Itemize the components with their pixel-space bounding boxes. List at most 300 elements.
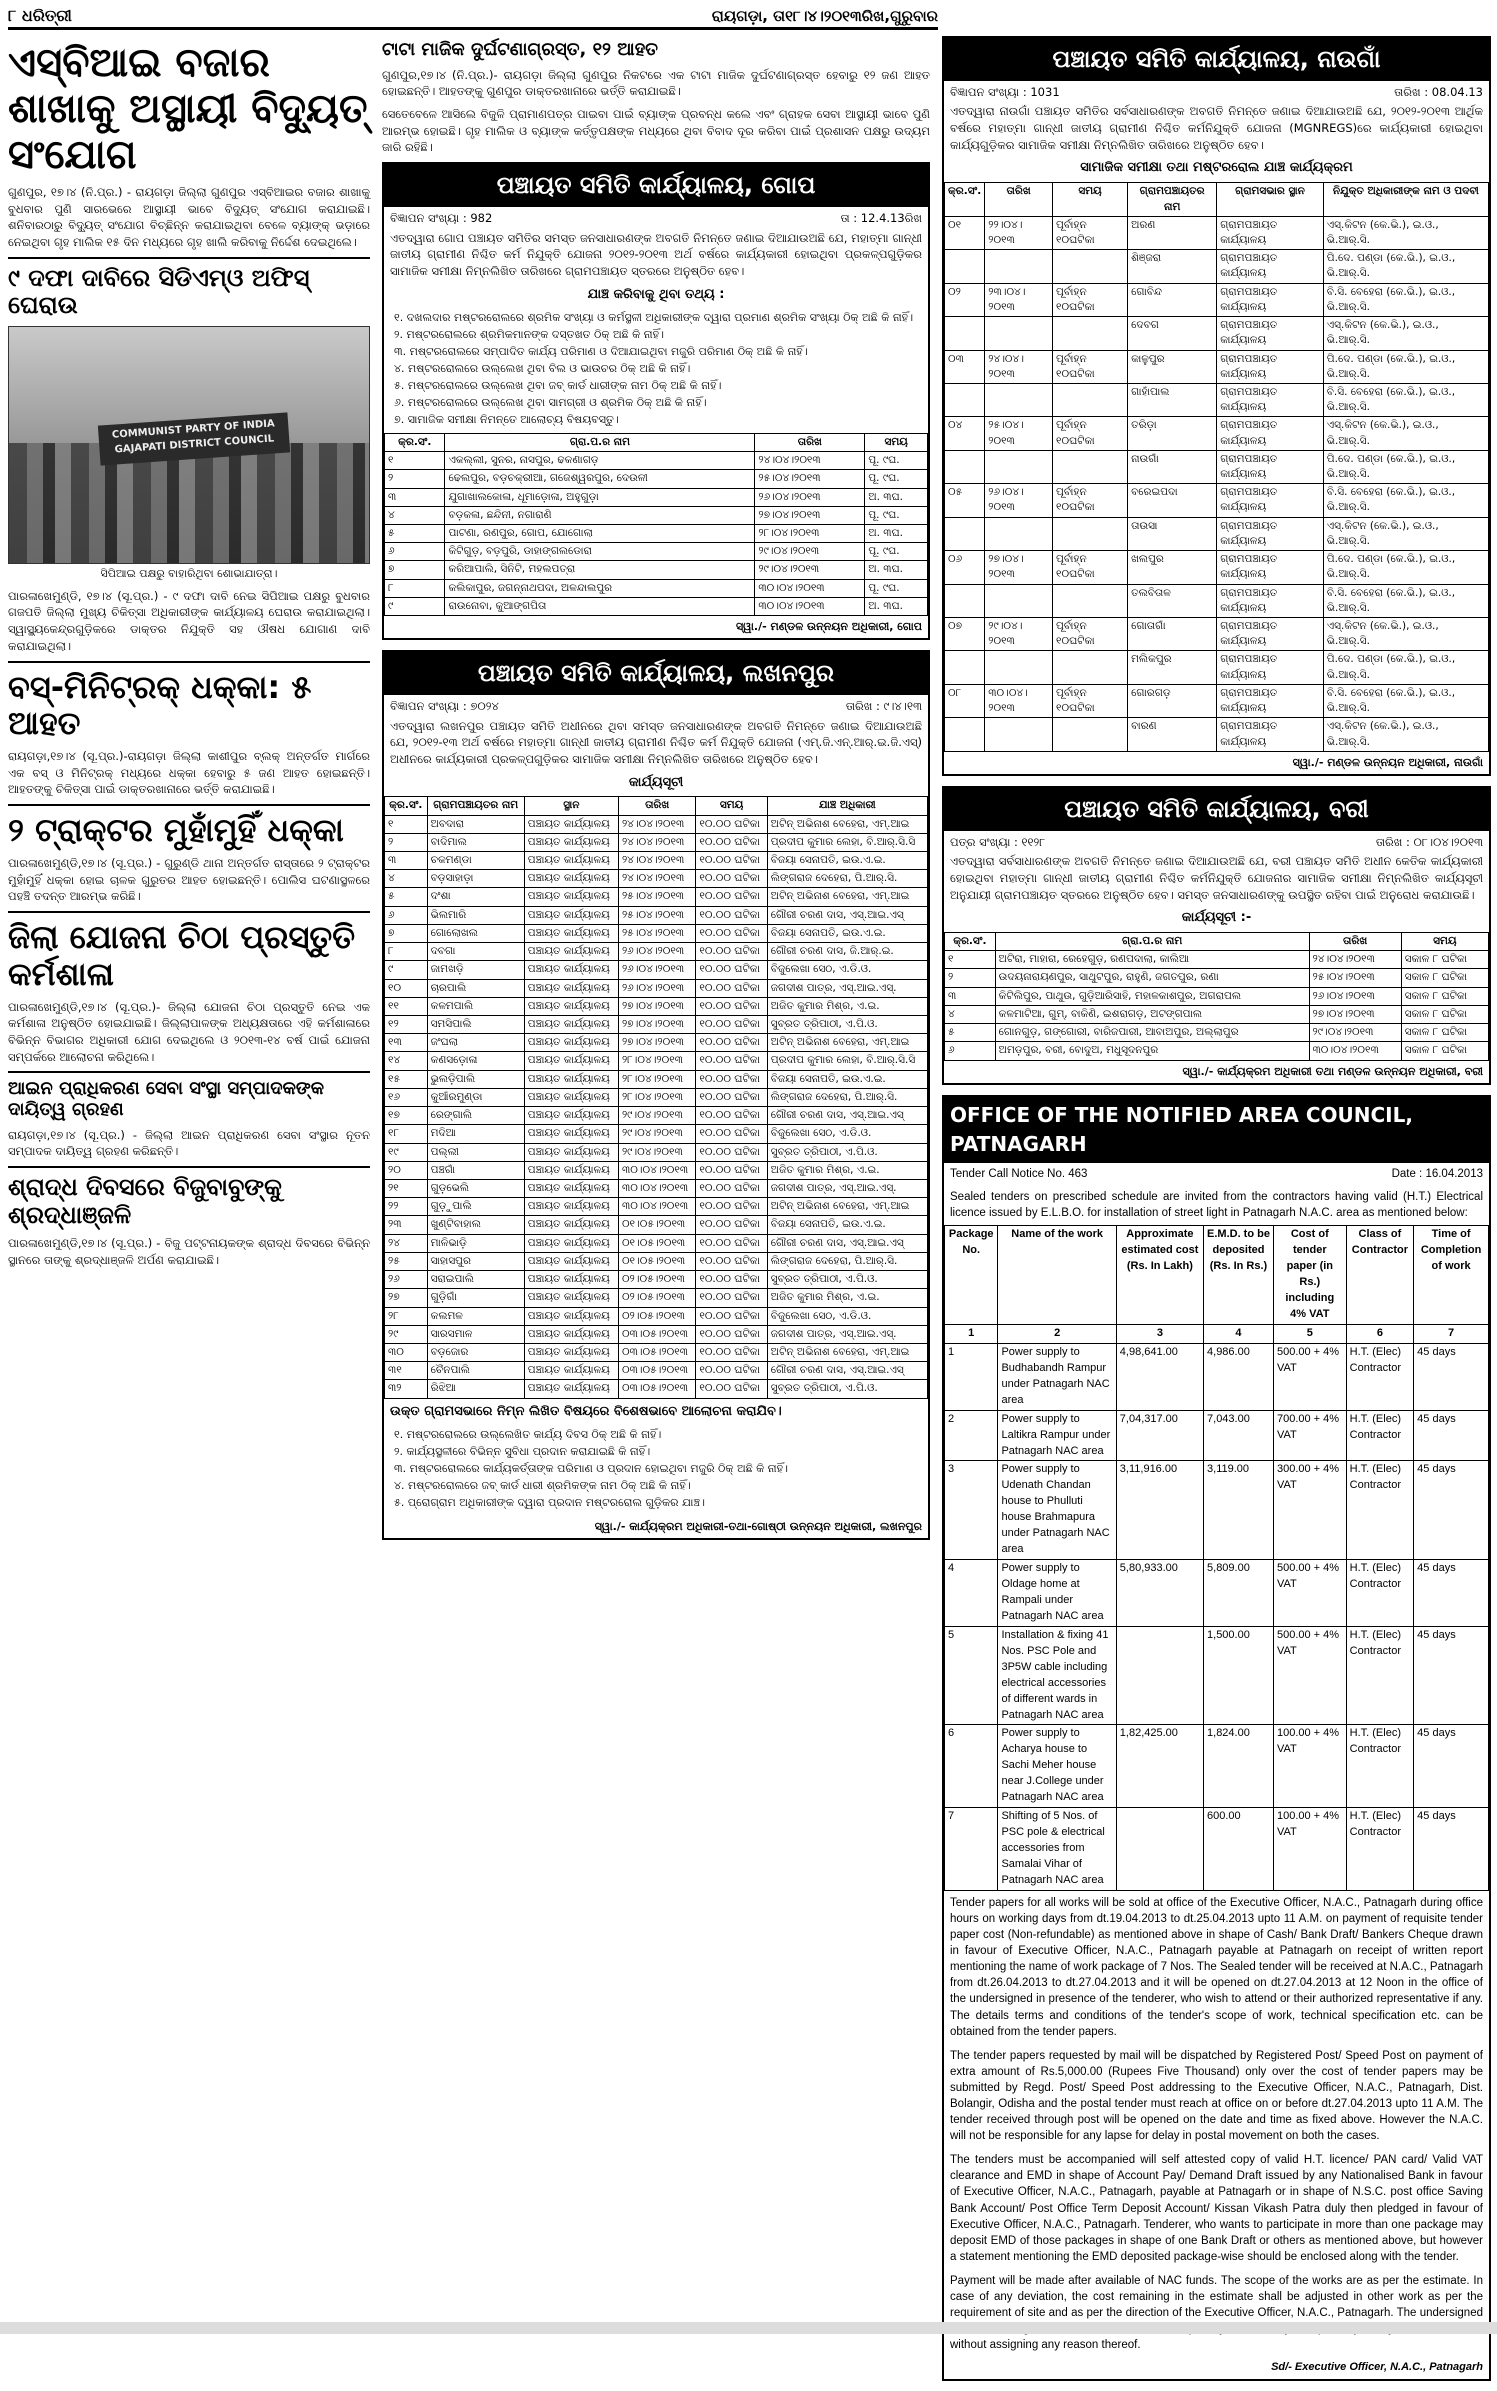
table-cell: ୨୫।୦୪।୨୦୧୩ xyxy=(755,470,865,488)
table-cell xyxy=(945,250,985,283)
table-cell: ୦୭ xyxy=(945,618,985,651)
table-cell: ବିଜୁଲେଖା ସେଠ, ଏ.ଡି.ଓ. xyxy=(767,1307,927,1325)
table-cell: ୧୦.୦୦ ଘଟିକା xyxy=(696,1125,767,1143)
table-cell: ୭ xyxy=(385,924,428,942)
table-row xyxy=(385,452,928,470)
table-cell: ୨୯।୦୪।୨୦୧୩ xyxy=(618,1107,695,1125)
table-cell: ଅଜିତ କୁମାର ମିଶ୍ର, ଏ.ଇ. xyxy=(767,1161,927,1179)
table-row xyxy=(385,1198,928,1216)
table-cell: ୯ xyxy=(385,597,445,615)
table-cell: ୧୭ xyxy=(385,1107,428,1125)
table-cell: ଜଂଘଲା xyxy=(427,1034,524,1052)
table-row xyxy=(385,833,928,851)
table-cell: ଅଟିନ୍ ଅଭିନାଶ ବେହେରା, ଏମ୍.ଆଇ xyxy=(767,888,927,906)
table-cell: 4,986.00 xyxy=(1204,1343,1274,1410)
table-cell: ଜଗଦୀଶ ପାତ୍ର, ଏସ୍.ଆଇ.ଏସ୍. xyxy=(767,1179,927,1197)
schedule-table xyxy=(944,182,1489,751)
table-cell: ୩୨ xyxy=(385,1380,428,1398)
table-cell: ବଡ଼କଳା, ଛନ୍ଦିନୀ, ନଗାରାଣି xyxy=(445,506,755,524)
table-row xyxy=(945,951,1489,969)
notice-ref: ବିଜ୍ଞାପନ ସଂଖ୍ୟା : ୭୦୨୪ xyxy=(390,698,499,713)
table-row xyxy=(385,506,928,524)
table-row xyxy=(945,969,1489,987)
table-cell: ସାହାସପୁର xyxy=(427,1252,524,1270)
table-cell: ସାରସମାଳ xyxy=(427,1325,524,1343)
table-cell: ଶିଞ୍ଜରା xyxy=(1128,250,1217,283)
table-cell: ଅରଣ xyxy=(1128,216,1217,249)
table-cell: ୨୪ xyxy=(385,1234,428,1252)
table-cell: ୨୬।୦୪।୨୦୧୩ xyxy=(618,961,695,979)
table-cell: ୧୦.୦୦ ଘଟିକା xyxy=(696,943,767,961)
table-cell: ୦୩।୦୫।୨୦୧୩ xyxy=(618,1380,695,1398)
tender-intro: Sealed tenders on prescribed schedule are invited from the contractors having valid (H.T.) Electrical licence issued by E.L.B.O. for installation of street light in Patnagarh N.A.C. area as mentioned below: xyxy=(950,1191,1483,1220)
table-cell: 300.00 + 4% VAT xyxy=(1273,1461,1346,1560)
table-row xyxy=(385,1034,928,1052)
table-cell xyxy=(1053,250,1128,283)
table-row xyxy=(385,815,928,833)
table-cell: ଗୁଡ଼ିଗାଁ xyxy=(427,1289,524,1307)
table-row xyxy=(385,488,928,506)
table-cell: 1,500.00 xyxy=(1204,1626,1274,1725)
table-cell: ଗୌରୀ ଚରଣ ଦାସ, ଏସ୍.ଆଇ.ଏସ୍ xyxy=(767,906,927,924)
table-row xyxy=(385,888,928,906)
table-cell: କଲମଳ xyxy=(427,1307,524,1325)
divider xyxy=(8,911,370,913)
table-cell: ପୂର୍ବାହ୍ନ ୧୦ଘଟିକା xyxy=(1053,417,1128,450)
table-cell xyxy=(1053,584,1128,617)
table-cell: ବାଦିମାଲ xyxy=(427,833,524,851)
table-cell: ଗ୍ରାମପଞ୍ଚାୟତ କାର୍ଯ୍ୟାଳୟ xyxy=(1217,250,1324,283)
notice-date: ତାରିଖ : 08.04.13 xyxy=(1394,84,1483,99)
table-cell: ଅଜିତ କୁମାର ମିଶ୍ର, ଏ.ଇ. xyxy=(767,1289,927,1307)
table-cell: ପଞ୍ଚାୟତ କାର୍ଯ୍ୟାଳୟ xyxy=(524,1125,618,1143)
table-cell: ପୂ. ୯ଘ. xyxy=(865,452,928,470)
table-cell: ୨ xyxy=(385,833,428,851)
divider xyxy=(8,1166,370,1168)
table-cell: ୩୦।୦୪।୨୦୧୩ xyxy=(755,579,865,597)
table-cell: ପି.ଦେ. ପଣ୍ଡା (କେ.ଭି.), ଇ.ଓ., ଭି.ଆର୍.ସି. xyxy=(1323,450,1488,483)
table-cell: ବରେଇପଦା xyxy=(1128,484,1217,517)
table-cell: ୧୬ xyxy=(385,1088,428,1106)
table-cell: ୩୦।୦୪।୨୦୧୩ xyxy=(755,597,865,615)
table-row xyxy=(945,283,1489,316)
table-cell: ଖୁଣ୍ଟିବାହାଲ xyxy=(427,1216,524,1234)
table-cell: 3,119.00 xyxy=(1204,1461,1274,1560)
list-item: ୬. ମଷ୍ଟରରୋଲରେ ଉଲ୍ଲେଖ ଥିବା ସାମଗ୍ରୀ ଓ ଶ୍ରମିକ ଠିକ୍ ଅଛି କି ନାହିଁ। xyxy=(394,396,707,410)
table-cell: ତାଉସା xyxy=(1128,517,1217,550)
table-header-cell: ସମୟ xyxy=(1401,933,1488,951)
table-row xyxy=(945,1343,1489,1410)
table-cell: ୧୦.୦୦ ଘଟିକା xyxy=(696,979,767,997)
table-cell: ୨୯।୦୪।୨୦୧୩ xyxy=(755,543,865,561)
table-cell: ପଞ୍ଚାୟତ କାର୍ଯ୍ୟାଳୟ xyxy=(524,943,618,961)
table-cell xyxy=(1053,450,1128,483)
table-cell: H.T. (Elec) Contractor xyxy=(1346,1461,1414,1560)
page-footer-strip xyxy=(0,2322,1497,2334)
table-row xyxy=(945,250,1489,283)
table-row xyxy=(385,1143,928,1161)
table-header-cell: ସମୟ xyxy=(865,433,928,451)
table-row xyxy=(385,1362,928,1380)
table-cell: ଗୌରୀ ଚରଣ ଦାସ, ଏସ୍.ଆଇ.ଏସ୍ xyxy=(767,1234,927,1252)
table-cell: ୨୬ xyxy=(385,1271,428,1289)
table-cell: ୨୮।୦୪।୨୦୧୩ xyxy=(755,525,865,543)
table-cell: ୨୬।୦୪।୨୦୧୩ xyxy=(985,484,1053,517)
table-cell: ପଲ୍ଲୀ xyxy=(427,1143,524,1161)
table-cell xyxy=(945,517,985,550)
table-row xyxy=(385,870,928,888)
notice-footer-intro: ଉକ୍ତ ଗ୍ରାମସଭାରେ ନିମ୍ନ ଲିଖିତ ବିଷୟରେ ବିଶେଷଭାବେ ଆଲୋଚନା କରାଯିବ। xyxy=(390,1403,782,1419)
table-row xyxy=(945,517,1489,550)
table-row xyxy=(945,618,1489,651)
table-cell: ୦୨।୦୫।୨୦୧୩ xyxy=(618,1307,695,1325)
table-cell: ୧୮ xyxy=(385,1125,428,1143)
divider xyxy=(8,1071,370,1073)
table-cell: ଜାମଖଡ଼ି xyxy=(427,961,524,979)
table-header-cell: କ୍ର.ସଂ. xyxy=(385,797,428,815)
table-row xyxy=(945,450,1489,483)
table-cell: ୧୦.୦୦ ଘଟିକା xyxy=(696,924,767,942)
table-cell: 1 xyxy=(945,1343,998,1410)
table-cell xyxy=(945,450,985,483)
notice-title: ପଞ୍ଚାୟତ ସମିତି କାର୍ଯ୍ୟାଳୟ, ନାଉଗାଁ xyxy=(944,38,1489,81)
table-column-number: 2 xyxy=(998,1324,1116,1343)
headline-cdmo: ୯ ଦଫା ଦାବିରେ ସିଡିଏମ୍‌ଓ ଅଫିସ୍ ଘେରାଉ xyxy=(8,263,310,320)
table-cell: ଏସ୍.କିଟନ (କେ.ଭି.), ଇ.ଓ., ଭି.ଆର୍.ସି. xyxy=(1323,517,1488,550)
table-cell: ୬ xyxy=(385,543,445,561)
table-row xyxy=(945,417,1489,450)
table-header-cell: ଗ୍ରା.ପ.ର ନାମ xyxy=(995,933,1309,951)
table-cell: ପଞ୍ଚାୟତ କାର୍ଯ୍ୟାଳୟ xyxy=(524,1234,618,1252)
table-row xyxy=(385,579,928,597)
table-header-cell: ତାରିଖ xyxy=(755,433,865,451)
table-cell: ୨୮।୦୪।୨୦୧୩ xyxy=(618,1070,695,1088)
notice-date: ତା : 12.4.13ରିଖ xyxy=(840,210,922,225)
table-cell: ଏସ୍.କିଟନ (କେ.ଭି.), ଇ.ଓ., ଭି.ଆର୍.ସି. xyxy=(1323,618,1488,651)
table-row xyxy=(945,1005,1489,1023)
notice-bari xyxy=(942,786,1491,1085)
table-cell: ୩୦।୦୪।୨୦୧୩ xyxy=(618,1161,695,1179)
table-cell: ୧୧ xyxy=(385,997,428,1015)
list-item: ୩. ମଷ୍ଟରରୋଲରେ କାର୍ଯ୍ୟକର୍ତ୍ତାଙ୍କ ପରିମାଣ ଓ ପ୍ରଦାନ ହୋଇଥିବା ମଜୁରି ଠିକ୍ ଅଛି କି ନାହିଁ। xyxy=(394,1462,789,1476)
notice-date: ତାରିଖ : ୦୮।୦୪।୨୦୧୩ xyxy=(1375,834,1483,849)
table-cell: ପଞ୍ଚାୟତ କାର୍ଯ୍ୟାଳୟ xyxy=(524,1380,618,1398)
table-cell: ୨୭।୦୪।୨୦୧୩ xyxy=(618,997,695,1015)
table-cell: ୧୩ xyxy=(385,1034,428,1052)
table-row xyxy=(945,718,1489,751)
notice-ref: Tender Call Notice No. 463 xyxy=(950,1167,1088,1180)
table-cell: ୧୦.୦୦ ଘଟିକା xyxy=(696,1179,767,1197)
table-cell: ଅଟିନ୍ ଅଭିନାଶ ବେହେରା, ଏମ୍.ଆଇ xyxy=(767,1198,927,1216)
notice-signature: ସ୍ୱା./- ମଣ୍ଡଳ ଉନ୍ନୟନ ଅଧିକାରୀ, ନାଉଗାଁ xyxy=(1292,755,1483,769)
table-cell: ୪ xyxy=(945,1005,996,1023)
table-cell: ୧୦.୦୦ ଘଟିକା xyxy=(696,1325,767,1343)
notice-gop xyxy=(382,162,930,640)
notice-title: OFFICE OF THE NOTIFIED AREA COUNCIL, PATNAGARH xyxy=(944,1097,1489,1163)
table-cell: ମାଳିଭାଡ଼ି xyxy=(427,1234,524,1252)
table-row xyxy=(385,943,928,961)
table-cell: ବିଜୁଲେଖା ସେଠ, ଏ.ଡି.ଓ. xyxy=(767,1125,927,1143)
table-row xyxy=(945,1410,1489,1461)
table-cell: ୦୨।୦୫।୨୦୧୩ xyxy=(618,1271,695,1289)
table-cell: ୨୮ xyxy=(385,1307,428,1325)
table-row xyxy=(385,1380,928,1398)
table-cell xyxy=(1116,1626,1203,1725)
table-cell: ୦୮ xyxy=(945,684,985,717)
table-cell: ଏସ୍.କିଟନ (କେ.ଭି.), ଇ.ଓ., ଭି.ଆର୍.ସି. xyxy=(1323,718,1488,751)
story-legal: ରାୟଗଡ଼ା,୧୭।୪ (ସୂ.ପ୍ର.) - ଜିଲ୍ଲା ଆଇନ ପ୍ରାଧିକରଣ ସେବା ସଂସ୍ଥାର ନୂତନ ସମ୍ପାଦକ ଦାୟିତ୍ୱ ଗ୍ରହଣ କରିଛନ୍ତି। xyxy=(8,1127,370,1159)
table-row xyxy=(385,543,928,561)
table-cell xyxy=(985,517,1053,550)
tender-table xyxy=(944,1225,1489,1891)
tender-para-1: Tender papers for all works will be sold at office of the Executive Officer, N.A.C., Patnagarh during office hours on working days from dt.19.04.2013 to dt.25.04.2013 upto 11 A.M. on payment of requisite tender paper cost (Non-refundable) as mentioned above in shape of Cash/ Bank Draft/ Bankers Cheque drawn in favour of Executive Officer, N.A.C., Patnagarh payable at Patnagarh on receipt of written report mentioning the name of work package of 7 Nos. The Sealed tender will be received at N.A.C., Patnagarh from dt.26.04.2013 to dt.27.04.2013 and it will be opened on dt.27.04.2013 at 12 Noon in the office of the undersigned in presence of the tenderer, who wish to attend or their authorized representative if any. The details terms and conditions of the tender's scope of work, technical specification etc. can be obtained from the tender papers. xyxy=(950,1896,1483,2038)
table-row xyxy=(385,1252,928,1270)
table-cell: ପଞ୍ଚାୟତ କାର୍ଯ୍ୟାଳୟ xyxy=(524,1161,618,1179)
headline-tata: ଟାଟା ମାଜିକ ଦୁର୍ଘଟଣାଗ୍ରସ୍ତ, ୧୨ ଆହତ xyxy=(382,39,659,60)
table-cell: ୨୪।୦୪।୨୦୧୩ xyxy=(755,452,865,470)
table-cell: ୧୦.୦୦ ଘଟିକା xyxy=(696,1343,767,1361)
table-column-number: 3 xyxy=(1116,1324,1203,1343)
table-cell: ୧୦.୦୦ ଘଟିକା xyxy=(696,1034,767,1052)
table-cell: ୧୦.୦୦ ଘଟିକା xyxy=(696,852,767,870)
table-cell: ୦୩।୦୫।୨୦୧୩ xyxy=(618,1343,695,1361)
table-cell: ୨୮।୦୪।୨୦୧୩ xyxy=(618,1052,695,1070)
table-cell: କିଟିଗୁଡ଼, ବଡ଼ପୁରି, ଡାହାଙ୍ଗଲଡୋରା xyxy=(445,543,755,561)
table-cell: ୨୪।୦୪।୨୦୧୩ xyxy=(618,833,695,851)
table-cell: 1,824.00 xyxy=(1204,1725,1274,1808)
table-cell: ୪ xyxy=(385,506,445,524)
table-cell: ୧୯ xyxy=(385,1143,428,1161)
table-cell: Power supply to Budhabandh Rampur under Patnagarh NAC area xyxy=(998,1343,1116,1410)
story-biju: ପାରଳାଖେମୁଣ୍ଡି,୧୭।୪ (ସୂ.ପ୍ର.) - ବିଜୁ ପଟ୍ଟନାୟକଙ୍କ ଶ୍ରାଦ୍ଧ ଦିବସରେ ବିଭିନ୍ନ ସ୍ଥାନରେ ତାଙ୍କୁ ଶ୍ରଦ୍ଧାଞ୍ଜଳି ଅର୍ପଣ କରାଯାଇଛି। xyxy=(8,1236,370,1267)
notice-body: ଏତଦ୍ୱାରା ଲଖନପୁର ପଞ୍ଚାୟତ ସମିତି ଅଧୀନରେ ଥିବା ସମସ୍ତ ଜନସାଧାରଣଙ୍କ ଅବଗତି ନିମନ୍ତେ ଜଣାଇ ଦିଆଯାଉଅଛି ଯେ, ୨୦୧୨-୧୩ ଅର୍ଥ ବର୍ଷରେ ମହାତ୍ମା ଗାନ୍ଧୀ ଜାତୀୟ ଗ୍ରାମୀଣ ନିଶ୍ଚିତ କର୍ମ ନିଯୁକ୍ତି ଯୋଜନା (ଏମ୍.ଜି.ଏନ୍.ଆର୍.ଇ.ଜି.ଏସ୍) ଅଧୀନରେ କାର୍ଯ୍ୟକାରୀ ପ୍ରକଳ୍ପଗୁଡ଼ିକର ସାମାଜିକ ସମୀକ୍ଷା ନିମ୍ନଲିଖିତ ତାରିଖରେ ଅନୁଷ୍ଠିତ ହେବ। xyxy=(390,718,922,766)
table-cell: ପଞ୍ଚାୟତ କାର୍ଯ୍ୟାଳୟ xyxy=(524,1252,618,1270)
table-cell: ଅଜିତ କୁମାର ମିଶ୍ର, ଏ.ଇ. xyxy=(767,997,927,1015)
table-cell: ୧୦.୦୦ ଘଟିକା xyxy=(696,888,767,906)
table-cell: ମଲିକପୁର xyxy=(1128,651,1217,684)
table-cell: Installation & fixing 41 Nos. PSC Pole and 3P5W cable including electrical accessories of different wards in Patnagarh NAC area xyxy=(998,1626,1116,1725)
notice-date: Date : 16.04.2013 xyxy=(1391,1167,1483,1180)
table-cell: 7 xyxy=(945,1808,998,1891)
table-cell: ୦୩।୦୫।୨୦୧୩ xyxy=(618,1362,695,1380)
table-cell: ଯୁଗାଖାଲକୋଳା, ଧୂମାଡ଼ୋଳା, ଅହୁଗୁଡ଼ା xyxy=(445,488,755,506)
table-cell: ପୂର୍ବାହ୍ନ ୧୦ଘଟିକା xyxy=(1053,618,1128,651)
table-cell: 45 days xyxy=(1414,1560,1489,1627)
table-cell: ଅ. ୩ଘ. xyxy=(865,561,928,579)
table-cell: ଅଟିନ୍ ଅଭିନାଶ ବେହେରା, ଏମ୍.ଆଇ xyxy=(767,1343,927,1361)
table-cell: ଲିଙ୍ଗରାଜ ଦେହେରା, ପି.ଆର୍.ସି. xyxy=(767,1088,927,1106)
divider xyxy=(8,257,370,259)
table-cell: 4 xyxy=(945,1560,998,1627)
table-cell: H.T. (Elec) Contractor xyxy=(1346,1343,1414,1410)
table-cell: 2 xyxy=(945,1410,998,1461)
table-cell: ସରାଇପାଲି xyxy=(427,1271,524,1289)
table-header-cell: Cost of tender paper (in Rs.) including 4% VAT xyxy=(1273,1226,1346,1325)
table-cell: ୧୦.୦୦ ଘଟିକା xyxy=(696,1161,767,1179)
story-bus: ରାୟଗଡ଼ା,୧୭।୪ (ସୂ.ପ୍ର.)-ରାୟଗଡ଼ା ଜିଲ୍ଲା କାଶୀପୁର ବ୍ଲକ୍ ଅନ୍ତର୍ଗତ ମାର୍ଗରେ ଏକ ବସ୍ ଓ ମିନିଟ୍ରକ୍ ମଧ୍ୟରେ ଧକ୍କା ହେବାରୁ ୫ ଜଣ ଆହତ ହୋଇଛନ୍ତି। ଆହତଙ୍କୁ ଚିକିତ୍ସା ପାଇଁ ଡାକ୍ତରଖାନାରେ ଭର୍ତ୍ତି କରାଯାଇଛି। xyxy=(8,749,370,797)
table-cell: ୩ xyxy=(385,852,428,870)
table-cell: ୪ xyxy=(385,870,428,888)
table-cell: ଜଗଦୀଶ ପାତ୍ର, ଏସ୍.ଆଇ.ଏସ୍. xyxy=(767,1325,927,1343)
table-cell: 4,98,641.00 xyxy=(1116,1343,1203,1410)
table-cell: 1,82,425.00 xyxy=(1116,1725,1203,1808)
table-cell: ୨୧ xyxy=(385,1179,428,1197)
table-cell: ୨୯ xyxy=(385,1325,428,1343)
table-cell: କିଟିଲିପୁର, ପାଥୁଉ, ଗୁଡ଼ିଆରିସାହି, ମହାଳକାଶପୁର, ଅଗରାପଲ xyxy=(995,987,1309,1005)
table-cell: ସକାଳ ୮ ଘଟିକା xyxy=(1401,969,1488,987)
table-cell: ୧୫ xyxy=(385,1070,428,1088)
table-cell: ଗୁଡ଼ଭେଲି xyxy=(427,1179,524,1197)
table-cell: ଗ୍ରାମପଞ୍ଚାୟତ କାର୍ଯ୍ୟାଳୟ xyxy=(1217,283,1324,316)
table-cell: ୦୧ xyxy=(945,216,985,249)
table-cell: ଗ୍ରାମପଞ୍ଚାୟତ କାର୍ଯ୍ୟାଳୟ xyxy=(1217,383,1324,416)
table-cell: ଜଗଦୀଶ ପାତ୍ର, ଏସ୍.ଆଇ.ଏସ୍. xyxy=(767,979,927,997)
table-cell: ପଞ୍ଚାୟତ କାର୍ଯ୍ୟାଳୟ xyxy=(524,888,618,906)
table-cell: ୨୯।୦୪।୨୦୧୩ xyxy=(618,1143,695,1161)
table-cell: ୨୭।୦୪।୨୦୧୩ xyxy=(755,506,865,524)
table-cell: ପଞ୍ଚାୟତ କାର୍ଯ୍ୟାଳୟ xyxy=(524,1198,618,1216)
table-row xyxy=(945,1024,1489,1042)
table-row xyxy=(385,852,928,870)
list-item: ୭. ସାମାଜିକ ସମୀକ୍ଷା ନିମନ୍ତେ ଆଲୋଚ୍ୟ ବିଷୟବସ୍ତୁ। xyxy=(394,413,619,426)
schedule-table xyxy=(384,433,928,616)
table-row xyxy=(385,470,928,488)
table-row xyxy=(945,1725,1489,1808)
table-header-cell: Approximate estimated cost (Rs. In Lakh) xyxy=(1116,1226,1203,1325)
table-cell: ୨୭।୦୪।୨୦୧୩ xyxy=(618,1034,695,1052)
table-cell: ପୂର୍ବାହ୍ନ ୧୦ଘଟିକା xyxy=(1053,350,1128,383)
table-row xyxy=(945,216,1489,249)
table-cell: ପଞ୍ଚାୟତ କାର୍ଯ୍ୟାଳୟ xyxy=(524,961,618,979)
table-cell: କଳମପାଲି xyxy=(427,997,524,1015)
table-cell: 5,809.00 xyxy=(1204,1560,1274,1627)
table-cell: ପଞ୍ଚାୟତ କାର୍ଯ୍ୟାଳୟ xyxy=(524,997,618,1015)
notice-title: ପଞ୍ଚାୟତ ସମିତି କାର୍ଯ୍ୟାଳୟ, ଗୋପ xyxy=(384,164,928,207)
table-cell: 45 days xyxy=(1414,1808,1489,1891)
table-cell: ଗ୍ରାମପଞ୍ଚାୟତ କାର୍ଯ୍ୟାଳୟ xyxy=(1217,551,1324,584)
table-cell xyxy=(945,584,985,617)
table-cell: ୦୪ xyxy=(945,417,985,450)
notice-meta xyxy=(944,1163,1489,1186)
table-cell: 700.00 + 4% VAT xyxy=(1273,1410,1346,1461)
table-cell xyxy=(1053,517,1128,550)
notice-signature: Sd/- Executive Officer, N.A.C., Patnagarh xyxy=(1271,2361,1483,2374)
table-header-cell: କ୍ର.ସଂ. xyxy=(385,433,445,451)
headline-tractor: ୨ ଟ୍ରାକ୍ଟର ମୁହାଁମୁହିଁ ଧକ୍କା xyxy=(8,811,344,850)
table-cell: ସୁବ୍ରତ ତ୍ରିପାଠୀ, ଏ.ପି.ଓ. xyxy=(767,1271,927,1289)
table-cell: ଗୌରୀ ଚରଣ ଦାସ, ଏସ୍.ଆଇ.ଏସ୍ xyxy=(767,1362,927,1380)
table-header-cell: ଗ୍ରାମପଞ୍ଚାୟତର ନାମ xyxy=(427,797,524,815)
table-header-cell: ନିଯୁକ୍ତ ଅଧିକାରୀଙ୍କ ନାମ ଓ ପଦବୀ xyxy=(1323,183,1488,216)
table-cell xyxy=(985,584,1053,617)
table-cell: ୨୦ xyxy=(385,1161,428,1179)
table-cell: ୨୪।୦୪।୨୦୧୩ xyxy=(985,350,1053,383)
notice-body: ଏତଦ୍ୱାରା ନାଉଗାଁ ପଞ୍ଚାୟତ ସମିତିର ସର୍ବସାଧାରଣଙ୍କ ଅବଗତି ନିମନ୍ତେ ଜଣାଇ ଦିଆଯାଉଅଛି ଯେ, ୨୦୧୨-୨୦୧୩ ଆର୍ଥିକ ବର୍ଷରେ ମହାତ୍ମା ଗାନ୍ଧୀ ଜାତୀୟ ଗ୍ରାମୀଣ ନିଶ୍ଚିତ କର୍ମନିଯୁକ୍ତି ଯୋଜନା (MGNREGS)ରେ କାର୍ଯ୍ୟକାରୀ ହୋଇଥିବା କାର୍ଯ୍ୟଗୁଡ଼ିକର ସାମାଜିକ ସମୀକ୍ଷା ନିମ୍ନଲିଖିତ ତାରିଖରେ ଅନୁଷ୍ଠିତ ହେବ। xyxy=(950,104,1483,152)
table-cell: ପଞ୍ଚାୟତ କାର୍ଯ୍ୟାଳୟ xyxy=(524,1143,618,1161)
notice-bullets xyxy=(384,1425,928,1516)
table-cell: ୦୫ xyxy=(945,484,985,517)
table-cell: ୭ xyxy=(385,561,445,579)
table-cell: ୨୯।୦୪।୨୦୧୩ xyxy=(755,561,865,579)
table-cell: ୨୨।୦୪।୨୦୧୩ xyxy=(985,216,1053,249)
headline-bus: ବସ୍-ମିନିଟ୍ରକ୍ ଧକ୍କା: ୫ ଆହତ xyxy=(8,667,312,743)
table-cell: ୧୦.୦୦ ଘଟିକା xyxy=(696,1307,767,1325)
table-cell: ବିଜୟା ସେନାପତି, ଇଉ.ଏ.ଇ. xyxy=(767,1216,927,1234)
table-cell: H.T. (Elec) Contractor xyxy=(1346,1725,1414,1808)
table-cell: ୨୪।୦୪।୨୦୧୩ xyxy=(1309,951,1401,969)
table-cell: ପଞ୍ଚାୟତ କାର୍ଯ୍ୟାଳୟ xyxy=(524,1107,618,1125)
table-cell: ପଞ୍ଚାୟତ କାର୍ଯ୍ୟାଳୟ xyxy=(524,1179,618,1197)
table-cell: ପଞ୍ଚାୟତ କାର୍ଯ୍ୟାଳୟ xyxy=(524,1271,618,1289)
table-cell: ନାଉଗାଁ xyxy=(1128,450,1217,483)
notice-title: ପଞ୍ଚାୟତ ସମିତି କାର୍ଯ୍ୟାଳୟ, ବରୀ xyxy=(944,788,1489,831)
table-cell: ଉଦୟନାରାୟଣପୁର, ସାଥୁଟପୁର, ରାହୁଣି, ଜଗତପୁର, ରଣା xyxy=(995,969,1309,987)
notice-meta xyxy=(384,695,928,718)
story-tata: ଗୁଣପୁର,୧୭।୪ (ନି.ପ୍ର.)- ରାୟଗଡ଼ା ଜିଲ୍ଲା ଗୁଣପୁର ନିକଟରେ ଏକ ଟାଟା ମାଜିକ ଦୁର୍ଘଟଣାଗ୍ରସ୍ତ ହେବାରୁ ୧୨ ଜଣ ଆହତ ହୋଇଛନ୍ତି। ଆହତଙ୍କୁ ଗୁଣପୁର ଡାକ୍ତରଖାନାରେ ଭର୍ତ୍ତି କରାଯାଇଛି। xyxy=(382,67,930,99)
news-column-middle xyxy=(382,36,930,1550)
table-cell: 500.00 + 4% VAT xyxy=(1273,1560,1346,1627)
table-cell: 100.00 + 4% VAT xyxy=(1273,1808,1346,1891)
table-cell: ପୂର୍ବାହ୍ନ ୧୦ଘଟିକା xyxy=(1053,684,1128,717)
table-cell: 45 days xyxy=(1414,1461,1489,1560)
table-cell xyxy=(945,651,985,684)
table-row xyxy=(385,1307,928,1325)
table-cell: ୨୩।୦୪।୨୦୧୩ xyxy=(985,283,1053,316)
table-cell xyxy=(985,651,1053,684)
table-cell: ଗ୍ରାମପଞ୍ଚାୟତ କାର୍ଯ୍ୟାଳୟ xyxy=(1217,584,1324,617)
notice-subhead: କାର୍ଯ୍ୟସୂଚୀ xyxy=(628,774,684,790)
table-cell: ସକାଳ ୮ ଘଟିକା xyxy=(1401,1005,1488,1023)
photo-caption: ସିପିଆଇ ପକ୍ଷରୁ ବାହାରିଥିବା ଶୋଭାଯାତ୍ରା। xyxy=(100,566,278,580)
table-cell: ଅଟିନ୍ ଅଭିନାଶ ବେହେରା, ଏମ୍.ଆଇ xyxy=(767,815,927,833)
table-cell: ବାରଣ xyxy=(1128,718,1217,751)
table-cell: ପଞ୍ଚାୟତ କାର୍ଯ୍ୟାଳୟ xyxy=(524,1325,618,1343)
table-cell: ଗୋତାଗାଁ xyxy=(1128,618,1217,651)
table-cell: 7,04,317.00 xyxy=(1116,1410,1203,1461)
table-cell: ଗୌରୀ ଚରଣ ଦାସ, ଜି.ଆର୍.ଇ. xyxy=(767,943,927,961)
table-cell: ଗ୍ରାମପଞ୍ଚାୟତ କାର୍ଯ୍ୟାଳୟ xyxy=(1217,651,1324,684)
table-cell: ୩୦।୦୪।୨୦୧୩ xyxy=(618,1179,695,1197)
table-cell: ପି.ଦେ. ପଣ୍ଡା (କେ.ଭି.), ଇ.ଓ., ଭି.ଆର୍.ସି. xyxy=(1323,350,1488,383)
table-cell: ୨୩ xyxy=(385,1216,428,1234)
table-cell: ଏକଲ୍ଲୀ, ସୁନର, ନାସପୁର, ଢକଣାଗଡ଼ xyxy=(445,452,755,470)
table-cell: ୧୦.୦୦ ଘଟିକା xyxy=(696,1380,767,1398)
table-cell: ୨୭।୦୪।୨୦୧୩ xyxy=(985,551,1053,584)
table-row xyxy=(385,924,928,942)
table-cell: Power supply to Oldage home at Rampali under Patnagarh NAC area xyxy=(998,1560,1116,1627)
notice-body: ଏତଦ୍ୱାରା ଗୋପ ପଞ୍ଚାୟତ ସମିତିର ସମସ୍ତ ଜନସାଧାରଣଙ୍କ ଅବଗତି ନିମନ୍ତେ ଜଣାଇ ଦିଆଯାଉଅଛି ଯେ, ମହାତ୍ମା ଗାନ୍ଧୀ ଜାତୀୟ ଗ୍ରାମୀଣ ନିଶ୍ଚିତ କର୍ମ ନିଯୁକ୍ତି ଯୋଜନା ୨୦୧୨-୨୦୧୩ ଅର୍ଥ ବର୍ଷରେ କାର୍ଯ୍ୟକାରୀ ହୋଇଥିବା ପ୍ରକଳ୍ପଗୁଡ଼ିକର ସାମାଜିକ ସମୀକ୍ଷା ନିମ୍ନଲିଖିତ ତାରିଖରେ ଗ୍ରାମପଞ୍ଚାୟତ ସ୍ତରରେ ଅନୁଷ୍ଠିତ ହେବ। xyxy=(390,230,922,278)
table-column-number: 4 xyxy=(1204,1324,1274,1343)
tender-para-2: The tender papers requested by mail will be dispatched by Registered Post/ Speed Post on payment of extra amount of Rs.5,000.00 (Rupees Five Thousand) only over the cost of tender papers may be submitted by Regd. Post/ Speed Post addressing to the Executive Officer, N.A.C., Patnagarh, Dist. Bolangir, Odisha and the postal tender must reach at office on or before dt.27.04.2013 upto 11 A.M. The tender received through post will be opened on the date and time as fixed above. However the N.A.C. will not be responsible for any lapse for delay in postal movement on both the cases. xyxy=(950,2049,1483,2143)
news-column-right xyxy=(942,36,1491,2391)
table-header-cell: ଯାଞ୍ଚ ଅଧିକାରୀ xyxy=(767,797,927,815)
table-cell: ଗୌରୀ ଚରଣ ଦାସ, ଏସ୍.ଆଇ.ଏସ୍ xyxy=(767,1107,927,1125)
notice-subhead: କାର୍ଯ୍ୟସୂଚୀ :- xyxy=(1181,910,1252,926)
table-cell: ପୂର୍ବାହ୍ନ ୧୦ଘଟିକା xyxy=(1053,484,1128,517)
notice-meta xyxy=(384,207,928,230)
table-cell: କଳମାଟିଆ, ଗୁମ୍, ବାକିଣି, ଇଶରାଗଡ଼, ଅଟଙ୍ଗପାଲ xyxy=(995,1005,1309,1023)
divider xyxy=(8,661,370,663)
list-item: ୪. ମଷ୍ଟରରୋଲରେ ଉଲ୍ଲେଖ ଥିବା ବିଲ ଓ ଭାଉଚର ଠିକ୍ ଅଛି କି ନାହିଁ। xyxy=(394,362,691,376)
table-cell: ୦୨।୦୫।୨୦୧୩ xyxy=(618,1289,695,1307)
table-header-cell: ସମୟ xyxy=(696,797,767,815)
table-cell: ପଞ୍ଚାୟତ କାର୍ଯ୍ୟାଳୟ xyxy=(524,1034,618,1052)
table-cell: 45 days xyxy=(1414,1725,1489,1808)
table-header-cell: ତାରିଖ xyxy=(618,797,695,815)
table-cell: ୨୭।୦୪।୨୦୧୩ xyxy=(1309,1005,1401,1023)
schedule-table xyxy=(944,932,1489,1061)
table-header-cell: Package No. xyxy=(945,1226,998,1325)
